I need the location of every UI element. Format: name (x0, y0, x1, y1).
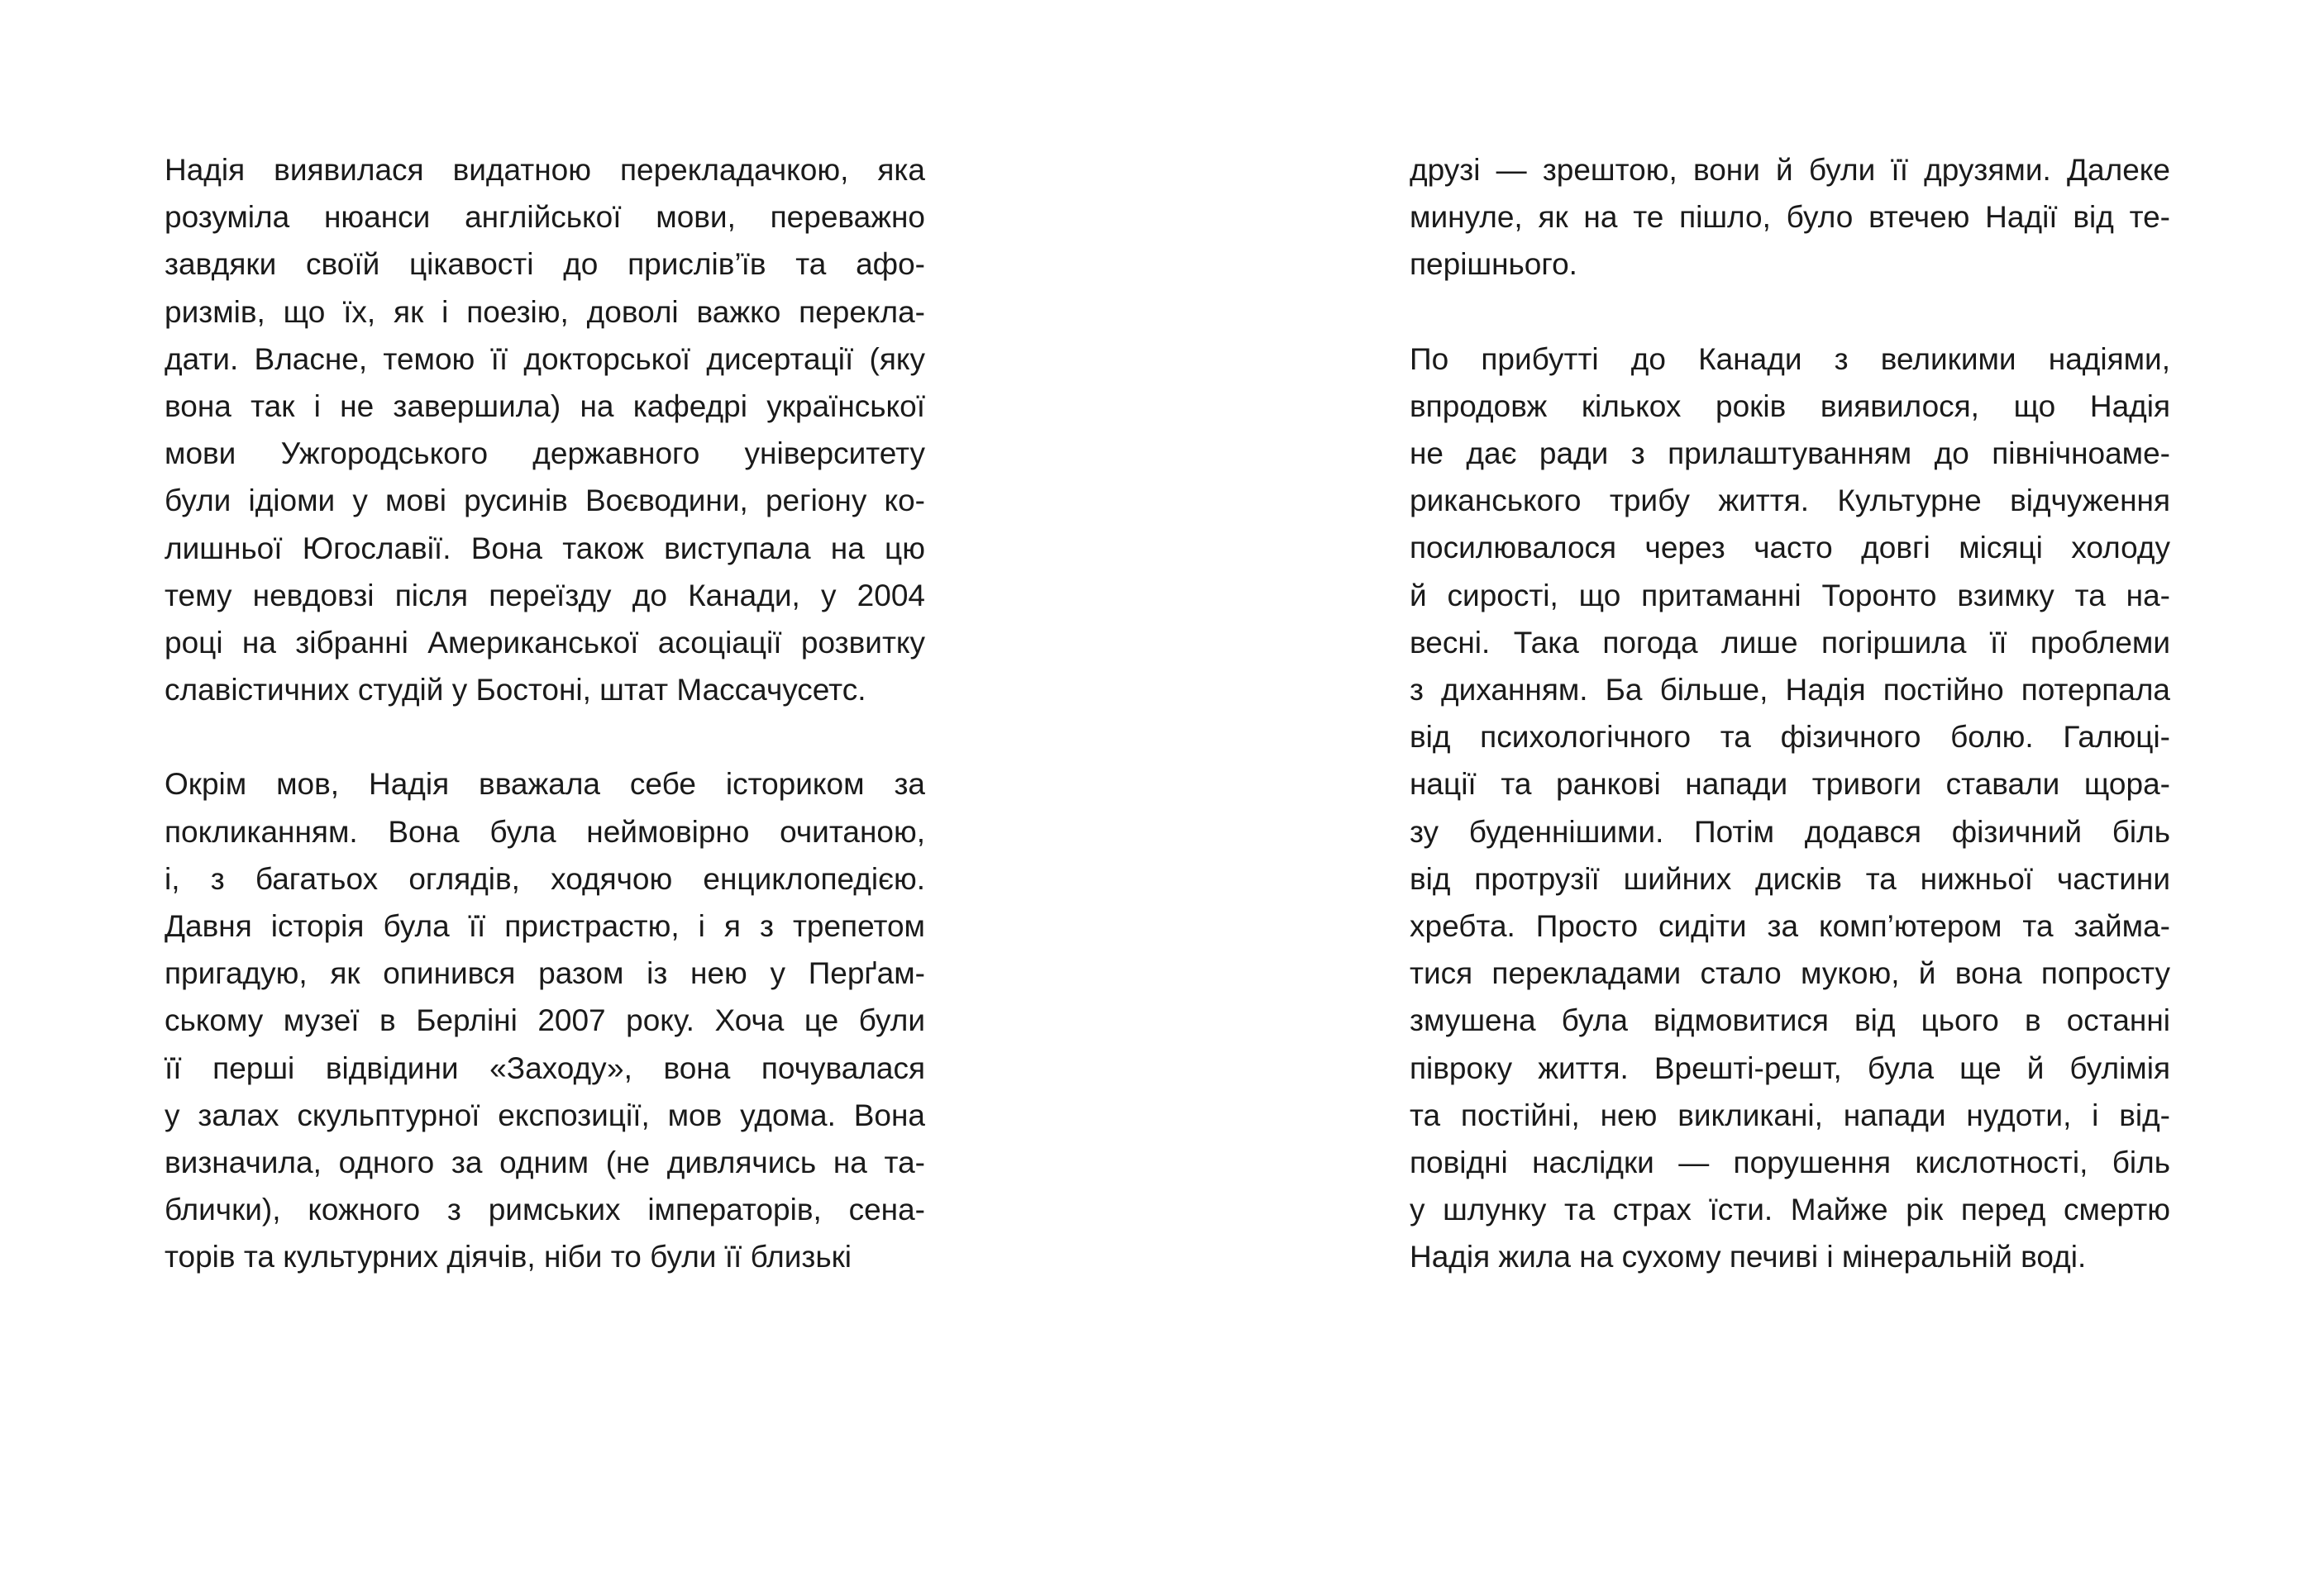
right-page (1162, 0, 2323, 1591)
text-line: у шлунку та страх їсти. Майже рік перед смертю (1410, 1193, 2170, 1227)
text-line: торів та культурних діячів, ніби то були її близькі (165, 1240, 852, 1274)
paragraph (1410, 336, 2170, 1281)
text-line: визначила, одного за одним (не дивлячись на та- (165, 1146, 925, 1180)
paragraph (165, 146, 925, 713)
text-line: від психологічного та фізичного болю. Галюці- (1410, 720, 2170, 755)
text-line: ському музеї в Берліні 2007 року. Хоча це були (165, 1003, 925, 1038)
text-line: році на зібранні Американської асоціації розвитку (165, 626, 925, 660)
text-line: пригадую, як опинився разом із нею у Перґам- (165, 956, 925, 991)
text-line: покликанням. Вона була неймовірно очитаною, (165, 814, 925, 849)
text-line: блички), кожного з римських імператорів, сена- (165, 1193, 925, 1227)
text-line: По прибутті до Канади з великими надіями, (1410, 341, 2170, 376)
paragraph (1410, 146, 2170, 288)
text-line: і, з багатьох оглядів, ходячою енциклопедією. (165, 861, 925, 896)
text-line: завдяки своїй цікавості до прислів’їв та афо- (165, 247, 925, 282)
text-line: минуле, як на те пішло, було втечею Надії від те- (1410, 200, 2170, 235)
right-text-column (1410, 146, 2170, 1328)
text-line: повідні наслідки — порушення кислотності, біль (1410, 1146, 2170, 1180)
paragraph (165, 760, 925, 1280)
text-line: друзі — зрештою, вони й були її друзями. Далеке (1410, 153, 2170, 187)
text-line: були ідіоми у мові русинів Воєводини, регіону ко- (165, 483, 925, 518)
text-line: та постійні, нею викликані, напади нудоти, і від- (1410, 1098, 2170, 1132)
text-line: вона так і не завершила) на кафедрі української (165, 389, 925, 424)
text-line: у залах скульптурної експозиції, мов удома. Вона (165, 1098, 925, 1132)
text-line: Надія виявилася видатною перекладачкою, яка (165, 153, 925, 187)
text-line: не дає ради з прилаштуванням до північноаме- (1410, 436, 2170, 471)
text-line: з диханням. Ба більше, Надія постійно потерпала (1410, 673, 2170, 707)
text-line: лишньої Югославії. Вона також виступала на цю (165, 531, 925, 565)
text-line: Окрім мов, Надія вважала себе істориком за (165, 767, 925, 802)
text-line: й сирості, що притаманні Торонто взимку та на- (1410, 578, 2170, 612)
text-line: розуміла нюанси англійської мови, переважно (165, 200, 925, 235)
text-line: Давня історія була її пристрастю, і я з трепетом (165, 909, 925, 944)
text-line: нації та ранкові напади тривоги ставали щора- (1410, 767, 2170, 802)
text-line: славістичних студій у Бостоні, штат Массачусетс. (165, 673, 866, 707)
text-line: ризмів, що їх, як і поезію, доволі важко перекла- (165, 294, 925, 329)
text-line: весні. Така погода лише погіршила її проблеми (1410, 625, 2170, 660)
text-line: зу буденнішими. Потім додався фізичний біль (1410, 814, 2170, 849)
text-line: хребта. Просто сидіти за комп’ютером та займа- (1410, 909, 2170, 944)
text-line: Надія жила на сухому печиві і мінеральній воді. (1410, 1240, 2087, 1274)
text-line: риканського трибу життя. Культурне відчуження (1410, 483, 2170, 518)
text-line: мови Ужгородського державного університету (165, 436, 925, 471)
text-line: посилювалося через часто довгі місяці холоду (1410, 531, 2170, 565)
text-line: змушена була відмовитися від цього в останні (1410, 1003, 2170, 1038)
text-line: тему невдовзі після переїзду до Канади, у 2004 (165, 578, 925, 612)
text-line: півроку життя. Врешті-решт, була ще й булімія (1410, 1050, 2170, 1085)
text-line: її перші відвідини «Заходу», вона почувалася (165, 1050, 925, 1085)
text-line: перішнього. (1410, 247, 1577, 282)
text-line: тися перекладами стало мукою, й вона попросту (1410, 956, 2170, 991)
text-line: впродовж кількох років виявилося, що Надія (1410, 388, 2170, 423)
text-line: дати. Власне, темою її докторської дисертації (яку (165, 341, 925, 376)
text-line: від протрузії шийних дисків та нижньої частини (1410, 861, 2170, 896)
left-text-column (165, 146, 925, 1328)
